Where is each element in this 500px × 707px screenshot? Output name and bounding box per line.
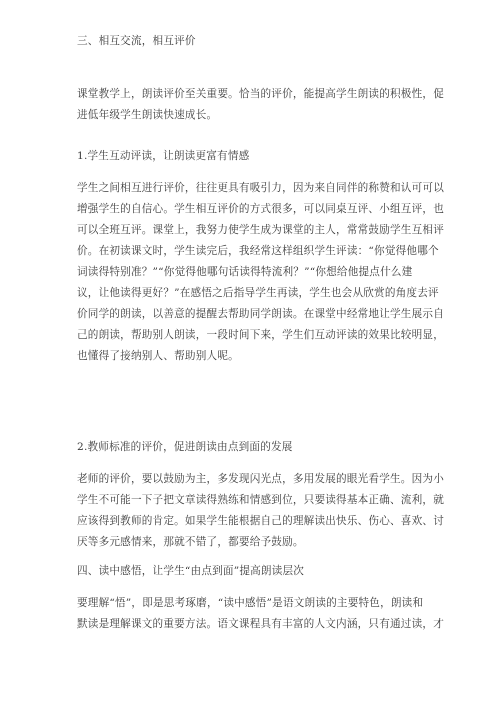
text-line: 价同学的朗读，以善意的提醒去帮助同学朗读。在课堂中经常地让学生展示自 <box>77 308 444 320</box>
text-line: 默读是理解课文的重要方法。语文课程具有丰富的人文内涵，只有通过读，才 <box>77 618 444 630</box>
section-heading <box>77 31 425 52</box>
text-line: 厌等多元感情来，那就不错了，都要给予鼓励。 <box>77 536 304 548</box>
text-line: 增强学生的自信心。学生相互评价的方式很多，可以同桌互评、小组互评，也 <box>77 203 444 215</box>
text-line: 议，让他读得更好？”在感悟之后指导学生再读，学生也会从欣赏的角度去评 <box>77 287 439 299</box>
section-heading <box>77 561 425 582</box>
text-line: 老师的评价，要以鼓励为主，多发现闪光点，多用发展的眼光看学生。因为小 <box>77 473 444 485</box>
text-line: 要理解“悟”，即是思考琢磨，“读中感悟”是语文朗读的主要特色，朗读和 <box>77 597 424 609</box>
paragraph <box>77 469 444 553</box>
text-line: 也懂得了接纳别人、帮助别人呢。 <box>77 350 239 362</box>
text-line: 可以全班互评。课堂上，我努力使学生成为课堂的主人，常常鼓励学生互相评 <box>77 224 444 236</box>
text-line: 学生不可能一下子把文章读得熟练和情感到位，只要读得基本正确、流利，就 <box>77 494 444 506</box>
text-line: 进低年级学生朗读快速成长。 <box>77 109 218 121</box>
text-line: 价。在初读课文时，学生读完后，我经常这样组织学生评读：“你觉得他哪个 <box>77 245 439 257</box>
paragraph <box>77 178 444 367</box>
text-line: 己的朗读，帮助别人朗读，一段时间下来，学生们互动评读的效果比较明显， <box>77 329 444 341</box>
paragraph <box>77 593 444 635</box>
section-heading <box>77 146 425 167</box>
text-line: 四、读中感悟，让学生“由点到面”提高朗读层次 <box>77 565 305 577</box>
section-heading <box>77 437 425 458</box>
text-line: 应该得到教师的肯定。如果学生能根据自己的理解读出快乐、伤心、喜欢、讨 <box>77 515 444 527</box>
paragraph <box>77 84 444 126</box>
text-line: 三、相互交流，相互评价 <box>77 35 196 47</box>
text-line: 学生之间相互进行评价，往往更具有吸引力，因为来自同伴的称赞和认可可以 <box>77 182 444 194</box>
text-line: 2.教师标准的评价，促进朗读由点到面的发展 <box>77 441 293 453</box>
text-line: 课堂教学上，朗读评价至关重要。恰当的评价，能提高学生朗读的积极性，促 <box>77 88 444 100</box>
text-line: 词读得特别准？”“你觉得他哪句话读得特流利？”“你想给他提点什么建 <box>77 266 413 278</box>
text-line: 1.学生互动评读，让朗读更富有情感 <box>77 150 250 162</box>
